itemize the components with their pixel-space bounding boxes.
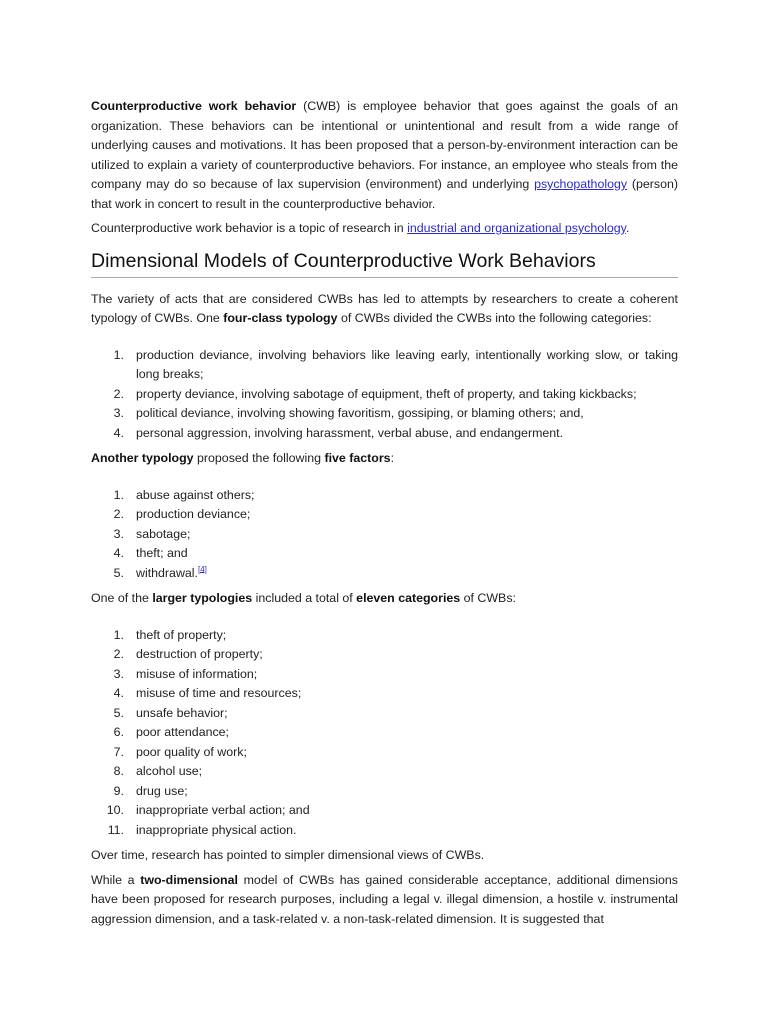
list-number: 4.: [113, 425, 124, 440]
list-number: 3.: [113, 666, 124, 681]
list-number: 11.: [107, 822, 124, 837]
list-number: 1.: [113, 487, 124, 502]
list-number: 4.: [113, 686, 124, 700]
list-number: 1.: [113, 347, 124, 362]
eleven-categories-list: [91, 626, 678, 841]
list-text: inappropriate physical action.: [136, 822, 297, 837]
list-item: [91, 346, 678, 385]
list-text: political deviance, involving showing favoritism, gossiping, or blaming others; and,: [136, 406, 584, 420]
list-text: unsafe behavior;: [136, 705, 228, 720]
list-number: 7.: [113, 744, 124, 759]
intro-paragraph: [91, 97, 678, 214]
four-class-list: [91, 346, 678, 444]
para5-bold: two-dimensional: [140, 872, 238, 887]
list-number: 8.: [113, 764, 124, 778]
list-text: abuse against others;: [136, 487, 255, 502]
five-factor-intro-paragraph: [91, 449, 678, 469]
simpler-views-paragraph: Over time, research has pointed to simpler dimensional views of CWBs.: [91, 848, 485, 862]
list-item: [91, 544, 678, 564]
list-item: [91, 801, 678, 821]
list-number: 2.: [113, 507, 124, 521]
para1-text-2: of CWBs divided the CWBs into the following categories:: [337, 311, 652, 325]
list-item: [91, 645, 678, 665]
list-item: [91, 704, 678, 724]
para3-text-2: included a total of: [252, 591, 357, 605]
list-text: destruction of property;: [136, 647, 263, 661]
list-item: [91, 684, 678, 704]
list-item: [91, 626, 678, 646]
section-heading: Dimensional Models of Counterproductive Work Behaviors: [91, 249, 678, 278]
topic-text-2: .: [625, 221, 630, 235]
list-number: 2.: [113, 386, 124, 401]
list-item: [91, 782, 678, 802]
para1-text-1: The variety of acts that are considered CWBs has led to attempts by researchers to create a coherent typology of CWBs. One: [91, 291, 678, 325]
list-text: withdrawal.: [136, 565, 198, 580]
psychopathology-link[interactable]: psychopathology: [534, 177, 628, 191]
list-number: 10.: [106, 803, 124, 817]
list-text: inappropriate verbal action; and: [136, 803, 310, 817]
para5-text-1: While a: [91, 872, 141, 887]
para3-bold-1: larger typologies: [152, 591, 253, 605]
list-item: [91, 564, 678, 584]
list-item: [91, 762, 678, 782]
para2-text-1: proposed the following: [193, 451, 325, 465]
list-text: sabotage;: [136, 526, 191, 541]
para1-bold: four-class typology: [223, 311, 338, 325]
list-item: [91, 525, 678, 545]
para2-bold-2: five factors: [324, 451, 391, 465]
typology-intro-paragraph: [91, 290, 678, 329]
list-number: 5.: [113, 705, 124, 720]
io-psychology-link[interactable]: industrial and organizational psychology: [407, 221, 626, 235]
list-number: 3.: [113, 406, 124, 420]
list-item: [91, 723, 678, 743]
para5-text-2: model of CWBs has gained considerable acceptance, additional dimensions have been proposed for research purposes, including a legal v. illegal dimension, a hostile v. instrumental aggression dimension, and a task-related v. a non-task-related dimension. It is suggested that: [91, 872, 678, 926]
list-text: poor quality of work;: [136, 744, 247, 759]
list-text: personal aggression, involving harassment, verbal abuse, and endangerment.: [136, 425, 564, 440]
list-number: 3.: [113, 526, 124, 541]
list-number: 4.: [113, 546, 124, 560]
list-item: [91, 743, 678, 763]
list-text: theft; and: [136, 546, 188, 560]
list-number: 1.: [113, 627, 124, 642]
list-text: misuse of time and resources;: [136, 686, 302, 700]
list-number: 5.: [113, 565, 124, 580]
article-body: [91, 97, 678, 929]
para3-bold-2: eleven categories: [356, 591, 461, 605]
list-number: 6.: [113, 725, 124, 739]
list-text: alcohol use;: [136, 764, 203, 778]
intro-text-2: (person) that work in concert to result in the counterproductive behavior.: [91, 177, 678, 211]
list-text: theft of property;: [136, 627, 227, 642]
list-item: [91, 821, 678, 841]
topic-paragraph: [91, 219, 678, 239]
list-number: 2.: [113, 647, 124, 661]
eleven-categories-intro-paragraph: [91, 589, 678, 609]
intro-text-1: (CWB) is employee behavior that goes against the goals of an organization. These behaviors can be intentional or unintentional and result from a wide range of underlying causes and motivations. It has been proposed that a person-by-environment interaction can be utilized to explain a variety of counterproductive behaviors. For instance, an employee who steals from the company may do so because of lax supervision (environment) and underlying: [91, 99, 679, 191]
para3-text-3: of CWBs:: [460, 591, 516, 605]
list-item: [91, 665, 678, 685]
list-text: property deviance, involving sabotage of equipment, theft of property, and taking kickbacks;: [136, 386, 637, 401]
list-item: [91, 505, 678, 525]
list-text: production deviance;: [136, 507, 251, 521]
citation-link[interactable]: [4]: [197, 564, 207, 574]
five-factor-list: [91, 486, 678, 584]
list-item: [91, 385, 678, 405]
list-text: misuse of information;: [136, 666, 258, 681]
list-item: [91, 404, 678, 424]
list-item: [91, 486, 678, 506]
para2-bold-1: Another typology: [91, 451, 194, 465]
topic-text-1: Counterproductive work behavior is a topic of research in: [91, 221, 408, 235]
two-dimensional-paragraph: [91, 871, 678, 930]
list-number: 9.: [113, 783, 124, 798]
list-text: poor attendance;: [136, 725, 230, 739]
para2-text-2: :: [390, 451, 395, 465]
list-text: drug use;: [136, 783, 188, 798]
list-text: production deviance, involving behaviors like leaving early, intentionally working slow, or taking long breaks;: [136, 347, 678, 381]
list-item: [91, 424, 678, 444]
intro-term: Counterproductive work behavior: [91, 99, 297, 113]
para3-text-1: One of the: [91, 591, 153, 605]
